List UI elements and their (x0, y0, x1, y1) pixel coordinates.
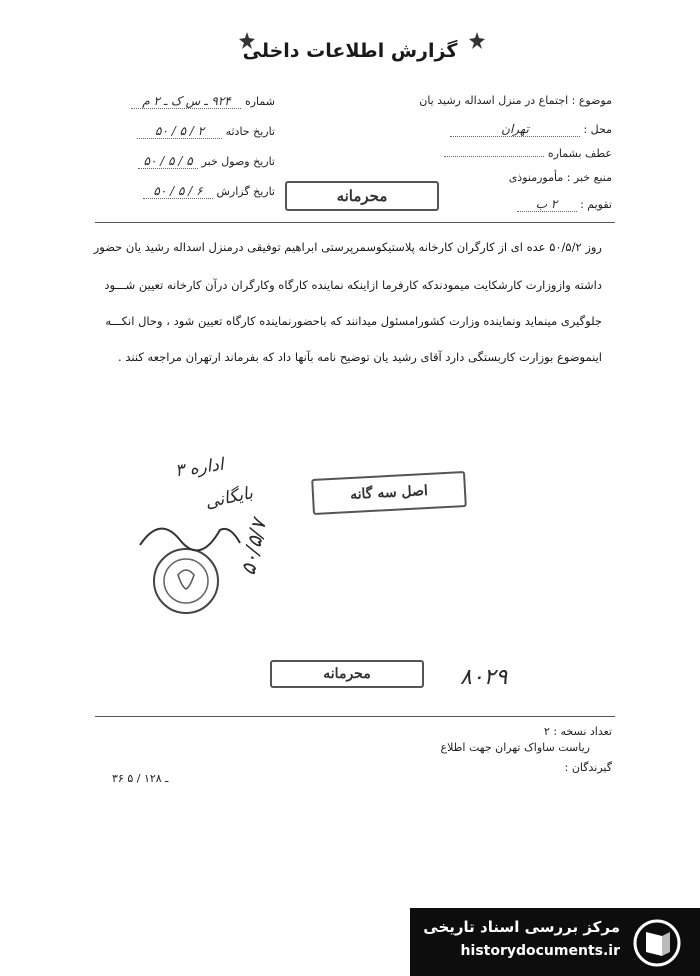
receipt-date-field (100, 154, 275, 169)
receipt-date-label: تاریخ وصول خبر (201, 155, 275, 168)
handwritten-note-2: بایگانی (203, 483, 255, 513)
lower-handwritten-number: ۸۰۲۹ (460, 665, 508, 690)
number-label: شماره (244, 95, 275, 108)
report-date-value: ۶ / ۵ / ۵۰ (143, 184, 213, 199)
watermark-title: مرکز بررسی اسناد تاریخی (423, 918, 620, 936)
lower-classification-stamp: محرمانه (270, 660, 424, 688)
handwritten-note-3: ۵۰/۵/۷ (235, 516, 271, 578)
attachment-field (444, 147, 612, 160)
event-date-field (100, 124, 275, 139)
grading-value: ۲ ب (517, 197, 577, 212)
body-line-3: جلوگیری مینماید ونماینده وزارت کشورامسئول میدانند که باحضورنماینده کارگاه تعیین شود ، وحال انکـــه (105, 314, 602, 328)
handwritten-signature-icon (130, 505, 250, 565)
header-divider (95, 222, 615, 223)
report-date-label: تاریخ گزارش (216, 185, 275, 198)
subject-field: موضوع : اجتماع در منزل اسداله رشید یان (419, 94, 612, 107)
recipient-line: ریاست ساواک تهران جهت اطلاع (440, 741, 590, 754)
classification-stamp: محرمانه (285, 181, 439, 211)
body-line-4: اینموضوع بوزارت کاربستگی دارد آقای رشید یان توضیح نامه بآنها داد که بفرماند ارتهران مراجعه کنند . (118, 350, 602, 364)
number-field (100, 94, 275, 109)
receivers-label: گیرندگان : (564, 761, 612, 774)
place-field: محل : تهران (450, 122, 612, 137)
footer-divider (95, 716, 615, 717)
number-value: ۹۲۴ ـ س ک ـ ۲ م (131, 94, 241, 109)
form-code: ۳۶ ـ ۱۲۸ / ۵ (112, 772, 169, 785)
handwritten-note-1: اداره ۳ (173, 454, 225, 482)
archive-logo-icon (632, 918, 682, 968)
event-date-label: تاریخ حادثه (225, 125, 275, 138)
page-title: گزارش اطلاعات داخلی (242, 40, 458, 62)
grading-field (517, 197, 612, 212)
place-value: تهران (450, 122, 580, 137)
body-line-1: روز ۵۰/۵/۲ عده ای از کارگران کارخانه پلاستیکوسمرپرستی ابراهیم توفیقی درمنزل اسداله رشید یان حضور (93, 240, 602, 254)
attachment-label: عطف بشماره (547, 147, 612, 160)
place-label: محل (590, 123, 612, 136)
source-field: منبع خبر : مأمورمنوذی (508, 171, 612, 184)
event-date-value: ۲ / ۵ / ۵۰ (137, 124, 222, 139)
receipt-date-value: ۵ / ۵ / ۵۰ (138, 154, 198, 169)
watermark-url: historydocuments.ir (460, 943, 620, 959)
report-date-field (100, 184, 275, 199)
body-line-2: داشته وازوزارت کارشکایت میمودندکه کارفرما ازاینکه نماینده کارگاه وکارگران درآن کارخانه تعیین شـــود (104, 278, 602, 292)
copy-stamp: اصل سه گانه (311, 471, 467, 515)
grading-label: تقویم : (580, 198, 612, 211)
copies-count: تعداد نسخه : ۲ (543, 725, 612, 738)
